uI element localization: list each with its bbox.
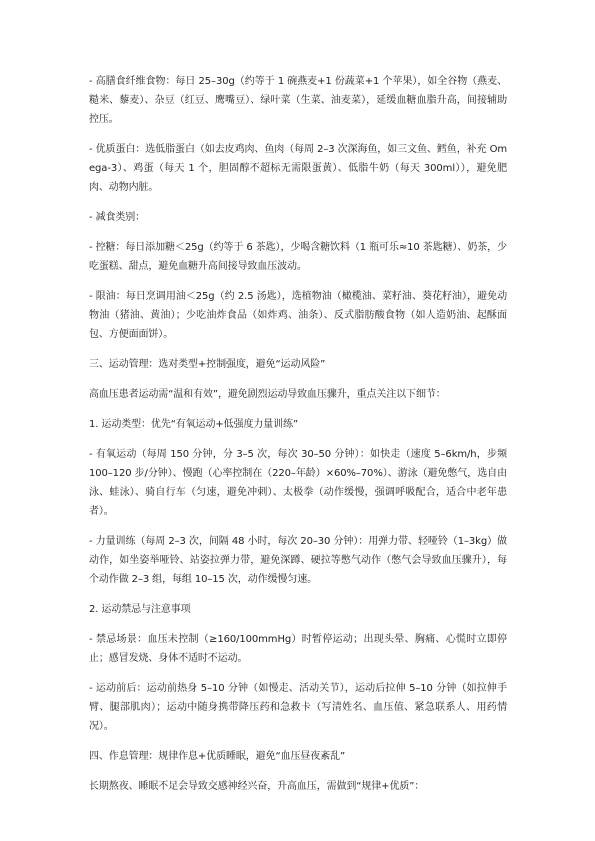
subheading-exercise-precautions: 2. 运动禁忌与注意事项 (89, 604, 191, 615)
paragraph-high-fiber-food: - 高膳食纤维食物：每日 25–30g（约等于 1 碗燕麦+1 份蔬菜+1 个苹果），如全谷物（燕麦、糙米、藜麦）、杂豆（红豆、鹰嘴豆）、绿叶菜（生菜、油麦菜），延缓血糖血脂升高，间接辅助控压。 (89, 76, 507, 125)
paragraph-oil-limit: - 限油：每日烹调用油＜25g（约 2.5 汤匙），选植物油（橄榄油、菜籽油、葵花籽油），避免动物油（猪油、黄油）；少吃油炸食品（如炸鸡、油条）、反式脂肪酸食物（如人造奶油、起酥面包、方便面面饼）。 (89, 291, 507, 340)
section-heading-exercise: 三、运动管理：选对类型+控制强度，避免“运动风险” (89, 359, 326, 370)
paragraph-sugar-control: - 控糖：每日添加糖＜25g（约等于 6 茶匙），少喝含糖饮料（1 瓶可乐≈10 茶匙糖）、奶茶，少吃蛋糕、甜点，避免血糖升高间接导致血压波动。 (89, 242, 507, 272)
paragraph-routine-intro: 长期熬夜、睡眠不足会导致交感神经兴奋，升高血压，需做到“规律+优质”： (89, 781, 425, 792)
subheading-exercise-types: 1. 运动类型：优先“有氧运动+低强度力量训练” (89, 419, 299, 430)
paragraph-quality-protein: - 优质蛋白：选低脂蛋白（如去皮鸡肉、鱼肉（每周 2–3 次深海鱼，如三文鱼、鳕鱼，补充 Omega-3）、鸡蛋（每天 1 个，胆固醇不超标无需限蛋黄）、低脂牛奶（每天 300ml）），避免肥肉、动物内脏。 (89, 144, 507, 193)
paragraph-contraindications: - 禁忌场景：血压未控制（≥160/100mmHg）时暂停运动；出现头晕、胸痛、心慌时立即停止；感冒发烧、身体不适时不运动。 (89, 634, 507, 664)
paragraph-before-after-exercise: - 运动前后：运动前热身 5–10 分钟（如慢走、活动关节），运动后拉伸 5–10 分钟（如拉伸手臂、腿部肌肉）；运动中随身携带降压药和急救卡（写清姓名、血压值、紧急联系人、用药情况）。 (89, 683, 507, 732)
paragraph-exercise-intro: 高血压患者运动需“温和有效”，避免剧烈运动导致血压骤升，重点关注以下细节： (89, 389, 446, 400)
paragraph-reduce-food-categories: - 减食类别： (89, 212, 146, 223)
section-heading-routine: 四、作息管理：规律作息+优质睡眠，避免“血压昼夜紊乱” (89, 751, 346, 762)
document-page (89, 72, 507, 807)
paragraph-aerobic-exercise: - 有氧运动（每周 150 分钟，分 3–5 次，每次 30–50 分钟）：如快走（速度 5–6km/h，步频 100–120 步/分钟）、慢跑（心率控制在（220–年龄）×60%–70%）、游泳（避免憋气，选自由泳、蛙泳）、骑自行车（匀速，避免冲刺）、太极拳（动作缓慢，强调呼吸配合，适合中老年患者）。 (89, 449, 507, 517)
paragraph-strength-training: - 力量训练（每周 2–3 次，间隔 48 小时，每次 20–30 分钟）：用弹力带、轻哑铃（1–3kg）做动作，如坐姿举哑铃、站姿拉弹力带，避免深蹲、硬拉等憋气动作（憋气会导致血压骤升），每个动作做 2–3 组，每组 10–15 次，动作缓慢匀速。 (89, 536, 507, 585)
